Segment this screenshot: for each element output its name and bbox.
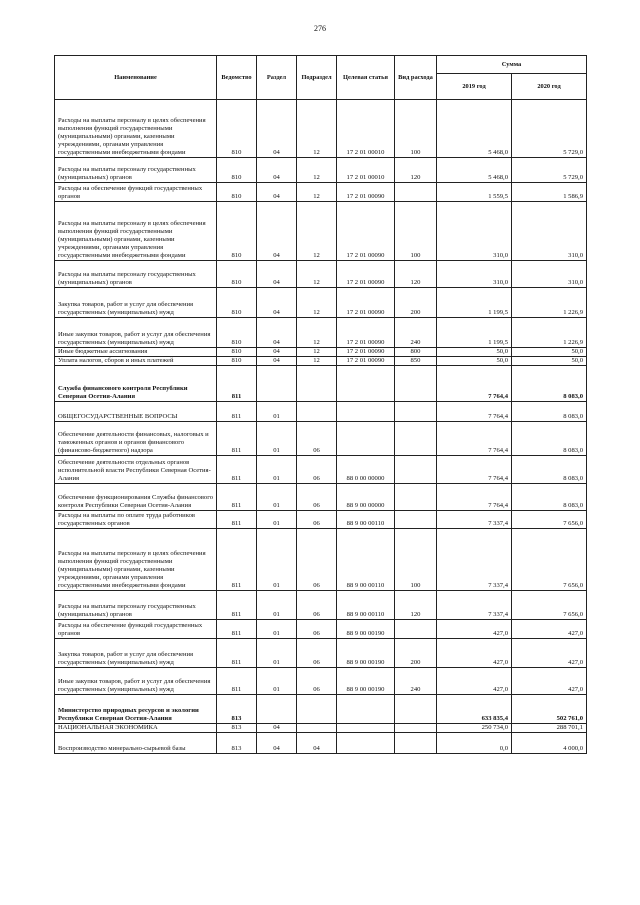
cell-2019: 310,0 <box>437 202 512 261</box>
cell-2020: 5 729,0 <box>512 100 587 158</box>
cell-2019: 1 559,5 <box>437 183 512 202</box>
cell-ministry: 810 <box>217 202 257 261</box>
cell-name: Обеспечение деятельности финансовых, налоговых и таможенных органов и органов финансового (финансово-бюджетного) надзора <box>55 422 217 456</box>
cell-2020: 5 729,0 <box>512 158 587 183</box>
cell-2019: 250 734,0 <box>437 724 512 733</box>
table-row <box>55 158 587 183</box>
cell-target <box>337 733 395 754</box>
cell-name: Служба финансового контроля Республики Северная Осетия-Алания <box>55 366 217 402</box>
cell-subsection <box>297 724 337 733</box>
cell-name: Министерство природных ресурсов и экологии Республики Северная Осетия-Алания <box>55 695 217 724</box>
cell-section: 01 <box>257 402 297 422</box>
cell-2019: 7 764,4 <box>437 366 512 402</box>
cell-name: Иные закупки товаров, работ и услуг для обеспечения государственных (муниципальных) нужд <box>55 318 217 348</box>
page-number: 276 <box>314 24 326 33</box>
cell-target: 88 9 00 00110 <box>337 529 395 591</box>
cell-target: 17 2 01 00010 <box>337 100 395 158</box>
cell-subsection: 06 <box>297 456 337 484</box>
header-subsection: Подраздел <box>297 56 337 100</box>
cell-target: 88 9 00 00190 <box>337 620 395 639</box>
cell-name: Уплата налогов, сборов и иных платежей <box>55 357 217 366</box>
cell-subsection: 06 <box>297 511 337 529</box>
cell-2019: 7 337,4 <box>437 591 512 620</box>
cell-expense-type <box>395 456 437 484</box>
cell-expense-type: 120 <box>395 261 437 288</box>
cell-subsection <box>297 695 337 724</box>
cell-subsection: 06 <box>297 484 337 511</box>
cell-ministry: 811 <box>217 511 257 529</box>
cell-ministry: 810 <box>217 100 257 158</box>
cell-ministry: 810 <box>217 357 257 366</box>
cell-name: Обеспечение деятельности отдельных органов исполнительной власти Республики Северная Осетия-Алания <box>55 456 217 484</box>
cell-expense-type: 100 <box>395 202 437 261</box>
cell-2020: 8 083,0 <box>512 366 587 402</box>
cell-target: 17 2 01 00010 <box>337 158 395 183</box>
cell-name: Закупка товаров, работ и услуг для обеспечения государственных (муниципальных) нужд <box>55 288 217 318</box>
cell-2020: 7 656,0 <box>512 591 587 620</box>
cell-ministry: 811 <box>217 366 257 402</box>
cell-2020: 8 083,0 <box>512 402 587 422</box>
cell-subsection: 12 <box>297 158 337 183</box>
cell-2019: 7 337,4 <box>437 529 512 591</box>
cell-expense-type <box>395 422 437 456</box>
cell-name: НАЦИОНАЛЬНАЯ ЭКОНОМИКА <box>55 724 217 733</box>
cell-ministry: 811 <box>217 402 257 422</box>
budget-table <box>54 55 587 754</box>
cell-target: 17 2 01 00090 <box>337 202 395 261</box>
cell-ministry: 810 <box>217 158 257 183</box>
cell-expense-type <box>395 733 437 754</box>
cell-ministry: 811 <box>217 639 257 668</box>
cell-name: Расходы на обеспечение функций государственных органов <box>55 183 217 202</box>
cell-ministry: 810 <box>217 183 257 202</box>
cell-name: Расходы на выплаты по оплате труда работников государственных органов <box>55 511 217 529</box>
cell-subsection: 06 <box>297 422 337 456</box>
cell-expense-type: 120 <box>395 591 437 620</box>
cell-ministry: 810 <box>217 348 257 357</box>
cell-subsection: 12 <box>297 261 337 288</box>
cell-target: 17 2 01 00090 <box>337 183 395 202</box>
cell-subsection <box>297 366 337 402</box>
table-row <box>55 620 587 639</box>
cell-section: 01 <box>257 639 297 668</box>
table-row <box>55 202 587 261</box>
cell-section: 01 <box>257 591 297 620</box>
header-year-2019: 2019 год <box>437 74 512 100</box>
cell-expense-type: 100 <box>395 100 437 158</box>
cell-ministry: 810 <box>217 318 257 348</box>
cell-2020: 7 656,0 <box>512 511 587 529</box>
table-row <box>55 288 587 318</box>
cell-2019: 427,0 <box>437 668 512 695</box>
cell-2020: 502 761,0 <box>512 695 587 724</box>
cell-2020: 310,0 <box>512 261 587 288</box>
cell-target: 17 2 01 00090 <box>337 261 395 288</box>
header-year-2020: 2020 год <box>512 74 587 100</box>
cell-2019: 427,0 <box>437 620 512 639</box>
cell-name: Расходы на выплаты персоналу государственных (муниципальных) органов <box>55 261 217 288</box>
cell-name: Иные бюджетные ассигнования <box>55 348 217 357</box>
cell-2020: 1 226,9 <box>512 318 587 348</box>
cell-target <box>337 402 395 422</box>
cell-expense-type: 240 <box>395 318 437 348</box>
cell-2019: 50,0 <box>437 357 512 366</box>
cell-2020: 427,0 <box>512 620 587 639</box>
cell-subsection: 12 <box>297 202 337 261</box>
table-row <box>55 484 587 511</box>
cell-section <box>257 695 297 724</box>
cell-subsection: 06 <box>297 620 337 639</box>
cell-name: Расходы на выплаты персоналу в целях обеспечения выполнения функций государственными (муниципальными) органами, казенными учреждениями, органами управления государственными внебюджетными фондами <box>55 529 217 591</box>
table-row <box>55 591 587 620</box>
cell-2019: 427,0 <box>437 639 512 668</box>
cell-2020: 310,0 <box>512 202 587 261</box>
cell-ministry: 811 <box>217 620 257 639</box>
table-row <box>55 348 587 357</box>
cell-2019: 7 764,4 <box>437 402 512 422</box>
cell-subsection: 12 <box>297 183 337 202</box>
cell-expense-type <box>395 402 437 422</box>
cell-section: 04 <box>257 183 297 202</box>
cell-target: 17 2 01 00090 <box>337 357 395 366</box>
cell-section: 04 <box>257 202 297 261</box>
cell-expense-type: 240 <box>395 668 437 695</box>
cell-section <box>257 366 297 402</box>
cell-target: 17 2 01 00090 <box>337 318 395 348</box>
table-row <box>55 511 587 529</box>
cell-2020: 4 000,0 <box>512 733 587 754</box>
cell-subsection: 12 <box>297 357 337 366</box>
header-section: Раздел <box>257 56 297 100</box>
cell-ministry: 810 <box>217 261 257 288</box>
cell-ministry: 811 <box>217 591 257 620</box>
cell-name: Обеспечение функционирования Службы финансового контроля Республики Северная Осетия-Алания <box>55 484 217 511</box>
cell-target <box>337 422 395 456</box>
cell-name: Расходы на обеспечение функций государственных органов <box>55 620 217 639</box>
table-row <box>55 402 587 422</box>
cell-2019: 1 199,5 <box>437 288 512 318</box>
cell-subsection: 06 <box>297 639 337 668</box>
cell-subsection: 12 <box>297 348 337 357</box>
cell-subsection: 04 <box>297 733 337 754</box>
cell-subsection: 06 <box>297 591 337 620</box>
table-row <box>55 456 587 484</box>
table-row <box>55 733 587 754</box>
cell-2020: 50,0 <box>512 348 587 357</box>
table-row <box>55 529 587 591</box>
cell-target: 17 2 01 00090 <box>337 348 395 357</box>
cell-2020: 8 083,0 <box>512 456 587 484</box>
cell-expense-type <box>395 366 437 402</box>
cell-2019: 1 199,5 <box>437 318 512 348</box>
cell-name: Расходы на выплаты персоналу государственных (муниципальных) органов <box>55 591 217 620</box>
cell-section: 04 <box>257 318 297 348</box>
header-sum: Сумма <box>437 56 587 74</box>
header-name: Наименование <box>55 56 217 100</box>
cell-2019: 633 835,4 <box>437 695 512 724</box>
table-row <box>55 668 587 695</box>
cell-section: 04 <box>257 288 297 318</box>
table-row <box>55 639 587 668</box>
cell-ministry: 813 <box>217 733 257 754</box>
cell-2019: 310,0 <box>437 261 512 288</box>
header-ministry: Ведомство <box>217 56 257 100</box>
cell-2019: 7 764,4 <box>437 422 512 456</box>
cell-2019: 7 764,4 <box>437 484 512 511</box>
cell-target <box>337 695 395 724</box>
cell-ministry: 811 <box>217 529 257 591</box>
header-expense-type: Вид расхода <box>395 56 437 100</box>
cell-expense-type: 120 <box>395 158 437 183</box>
cell-ministry: 811 <box>217 484 257 511</box>
cell-2020: 1 226,9 <box>512 288 587 318</box>
cell-section: 04 <box>257 357 297 366</box>
cell-name: ОБЩЕГОСУДАРСТВЕННЫЕ ВОПРОСЫ <box>55 402 217 422</box>
cell-ministry: 811 <box>217 422 257 456</box>
cell-target <box>337 366 395 402</box>
cell-expense-type: 200 <box>395 288 437 318</box>
cell-ministry: 813 <box>217 695 257 724</box>
cell-section: 04 <box>257 733 297 754</box>
cell-section: 04 <box>257 158 297 183</box>
cell-2020: 288 701,1 <box>512 724 587 733</box>
cell-expense-type <box>395 620 437 639</box>
cell-2019: 50,0 <box>437 348 512 357</box>
cell-name: Расходы на выплаты персоналу государственных (муниципальных) органов <box>55 158 217 183</box>
cell-expense-type: 100 <box>395 529 437 591</box>
cell-section: 01 <box>257 456 297 484</box>
cell-name: Воспроизводство минерально-сырьевой базы <box>55 733 217 754</box>
cell-expense-type <box>395 183 437 202</box>
cell-target: 88 0 00 00000 <box>337 456 395 484</box>
cell-section: 04 <box>257 261 297 288</box>
cell-2020: 50,0 <box>512 357 587 366</box>
cell-2020: 7 656,0 <box>512 529 587 591</box>
header-target: Целевая статья <box>337 56 395 100</box>
cell-2019: 5 468,0 <box>437 158 512 183</box>
cell-subsection: 12 <box>297 288 337 318</box>
cell-2020: 8 083,0 <box>512 484 587 511</box>
cell-target: 88 9 00 00190 <box>337 639 395 668</box>
table-row <box>55 100 587 158</box>
cell-name: Иные закупки товаров, работ и услуг для обеспечения государственных (муниципальных) нужд <box>55 668 217 695</box>
cell-target: 88 9 00 00190 <box>337 668 395 695</box>
cell-expense-type <box>395 724 437 733</box>
cell-expense-type <box>395 484 437 511</box>
cell-ministry: 811 <box>217 456 257 484</box>
table-row <box>55 724 587 733</box>
cell-section: 01 <box>257 620 297 639</box>
cell-name: Расходы на выплаты персоналу в целях обеспечения выполнения функций государственными (муниципальными) органами, казенными учреждениями, органами управления государственными внебюджетными фондами <box>55 100 217 158</box>
cell-2020: 427,0 <box>512 668 587 695</box>
cell-section: 04 <box>257 724 297 733</box>
cell-name: Закупка товаров, работ и услуг для обеспечения государственных (муниципальных) нужд <box>55 639 217 668</box>
table-row <box>55 366 587 402</box>
table-row <box>55 357 587 366</box>
cell-2020: 1 586,9 <box>512 183 587 202</box>
cell-2020: 8 083,0 <box>512 422 587 456</box>
cell-section: 01 <box>257 484 297 511</box>
cell-expense-type: 200 <box>395 639 437 668</box>
cell-expense-type <box>395 511 437 529</box>
cell-subsection: 06 <box>297 668 337 695</box>
cell-section: 01 <box>257 422 297 456</box>
cell-section: 04 <box>257 100 297 158</box>
cell-expense-type <box>395 695 437 724</box>
table-row <box>55 183 587 202</box>
cell-target: 17 2 01 00090 <box>337 288 395 318</box>
table-body <box>55 100 587 754</box>
cell-ministry: 813 <box>217 724 257 733</box>
cell-target: 88 9 00 00110 <box>337 511 395 529</box>
cell-expense-type: 850 <box>395 357 437 366</box>
cell-name: Расходы на выплаты персоналу в целях обеспечения выполнения функций государственными (муниципальными) органами, казенными учреждениями, органами управления государственными внебюджетными фондами <box>55 202 217 261</box>
cell-section: 04 <box>257 348 297 357</box>
cell-subsection <box>297 402 337 422</box>
cell-section: 01 <box>257 511 297 529</box>
cell-subsection: 12 <box>297 318 337 348</box>
table-row <box>55 261 587 288</box>
cell-2019: 5 468,0 <box>437 100 512 158</box>
table-row <box>55 422 587 456</box>
cell-section: 01 <box>257 668 297 695</box>
cell-2019: 7 337,4 <box>437 511 512 529</box>
cell-2020: 427,0 <box>512 639 587 668</box>
table-row <box>55 318 587 348</box>
cell-target: 88 9 00 00110 <box>337 591 395 620</box>
cell-subsection: 12 <box>297 100 337 158</box>
cell-target <box>337 724 395 733</box>
cell-expense-type: 800 <box>395 348 437 357</box>
cell-ministry: 811 <box>217 668 257 695</box>
cell-target: 88 9 00 00000 <box>337 484 395 511</box>
cell-2019: 7 764,4 <box>437 456 512 484</box>
table-row <box>55 695 587 724</box>
cell-subsection: 06 <box>297 529 337 591</box>
cell-2019: 0,0 <box>437 733 512 754</box>
cell-ministry: 810 <box>217 288 257 318</box>
cell-section: 01 <box>257 529 297 591</box>
